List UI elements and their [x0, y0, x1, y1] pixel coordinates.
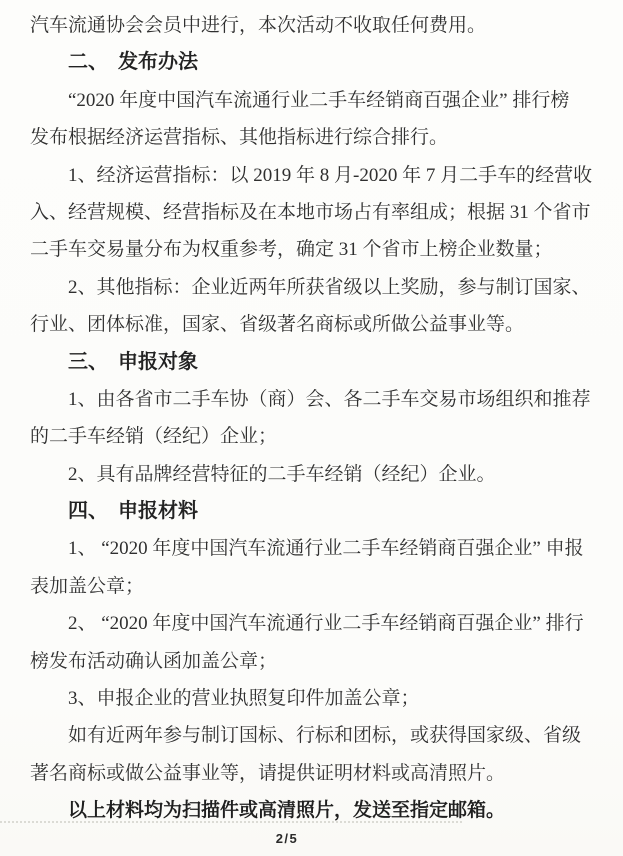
paragraph-line: 2、其他指标：企业近两年所获省级以上奖励，参与制订国家、	[68, 276, 591, 298]
section-heading: 三、 申报对象	[68, 350, 198, 373]
paragraph-line: 榜发布活动确认函加盖公章；	[30, 650, 278, 672]
paragraph-line: 表加盖公章；	[30, 575, 145, 597]
paragraph-line: 3、申报企业的营业执照复印件加盖公章；	[68, 688, 420, 710]
paragraph-line: 入、经营规模、经营指标及在本地市场占有率组成；根据 31 个省市	[30, 201, 591, 223]
page-number: 2/5	[275, 831, 299, 846]
section-heading: 四、 申报材料	[68, 500, 198, 523]
paragraph-line: 如有近两年参与制订国标、行标和团标，或获得国家级、省级	[68, 725, 582, 747]
scan-artifact-dotted-line	[0, 821, 462, 823]
paragraph-line: 著名商标或做公益事业等，请提供证明材料或高清照片。	[30, 762, 506, 784]
document-body	[30, 7, 605, 830]
paragraph-line: 的二手车经销（经纪）企业；	[30, 426, 278, 448]
paragraph-line: 行业、团体标准，国家、省级著名商标或所做公益事业等。	[30, 314, 525, 336]
paragraph-line: 1、由各省市二手车协（商）会、各二手车交易市场组织和推荐	[68, 388, 591, 410]
paragraph-line: 2、具有品牌经营特征的二手车经销（经纪）企业。	[68, 463, 496, 485]
paragraph-line: 二手车交易量分布为权重参考，确定 31 个省市上榜企业数量；	[30, 239, 553, 261]
paragraph-line: 汽车流通协会会员中进行，本次活动不收取任何费用。	[30, 15, 487, 36]
paragraph-line: 发布根据经济运营指标、其他指标进行综合排行。	[30, 127, 449, 149]
paragraph-line: 2、 “2020 年度中国汽车流通行业二手车经销商百强企业” 排行	[68, 613, 584, 635]
paragraph-line: 1、 “2020 年度中国汽车流通行业二手车经销商百强企业” 申报	[68, 538, 584, 560]
paragraph-line: “2020 年度中国汽车流通行业二手车经销商百强企业” 排行榜	[68, 89, 570, 111]
section-heading: 二、 发布办法	[68, 51, 198, 74]
paragraph-line: 1、经济运营指标：以 2019 年 8 月-2020 年 7 月二手车的经营收	[68, 164, 593, 186]
emphasis-line: 以上材料均为扫描件或高清照片，发送至指定邮箱。	[68, 800, 506, 822]
